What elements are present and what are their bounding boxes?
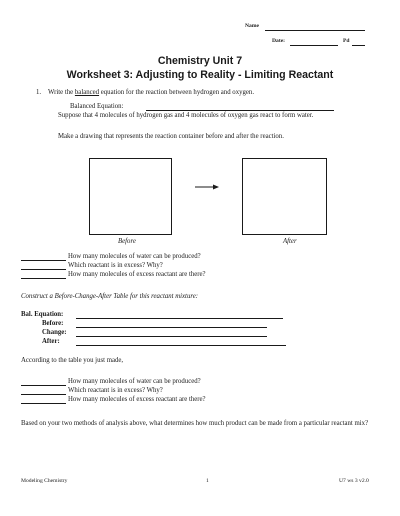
q-excess-reactant-2: Which reactant is in excess? Why?: [68, 387, 163, 394]
before-label: Before: [118, 238, 136, 245]
pd-label: Pd: [343, 38, 350, 44]
balanced-equation-field[interactable]: [146, 110, 334, 111]
q-excess-reactant-answer-2[interactable]: [21, 394, 66, 395]
q-excess-reactant-answer-1[interactable]: [21, 269, 66, 270]
q-excess-amount-1: How many molecules of excess reactant are there?: [68, 271, 206, 278]
q-water-produced-answer-2[interactable]: [21, 385, 66, 386]
name-field[interactable]: [265, 30, 365, 31]
q1-balanced-word: balanced: [74, 89, 100, 96]
title-worksheet: Worksheet 3: Adjusting to Reality - Limiting Reactant: [66, 69, 334, 81]
bca-before-label: Before:: [42, 320, 64, 327]
suppose-text: Suppose that 4 molecules of hydrogen gas and 4 molecules of oxygen gas react to form water.: [58, 112, 314, 119]
q-excess-amount-2: How many molecules of excess reactant are there?: [68, 396, 206, 403]
after-drawing-box[interactable]: [242, 158, 327, 235]
q1-number: 1.: [36, 89, 42, 96]
title-unit: Chemistry Unit 7: [157, 55, 243, 67]
bca-before-field[interactable]: [76, 327, 267, 328]
q-water-produced-answer-1[interactable]: [21, 260, 66, 261]
pd-field[interactable]: [352, 45, 365, 46]
bca-after-label: After:: [42, 338, 60, 345]
q-excess-amount-answer-2[interactable]: [21, 403, 66, 404]
bca-after-field[interactable]: [76, 345, 286, 346]
q-water-produced-2: How many molecules of water can be produced?: [68, 378, 201, 385]
final-question: Based on your two methods of analysis above, what determines how much product can be made from a particular reactant mix?: [21, 420, 369, 427]
footer-course: Modeling Chemistry: [21, 478, 68, 484]
q-excess-reactant-1: Which reactant is in excess? Why?: [68, 262, 163, 269]
reaction-arrow-icon: [194, 183, 220, 191]
footer-page-number: 1: [206, 478, 209, 484]
date-label: Date:: [272, 38, 286, 44]
q-water-produced-1: How many molecules of water can be produced?: [68, 253, 201, 260]
name-label: Name: [245, 23, 259, 29]
bca-equation-label: Bal. Equation:: [21, 311, 64, 318]
q1-prompt: Write the balanced equation for the reaction between hydrogen and oxygen.: [48, 89, 255, 96]
drawing-instructions: Make a drawing that represents the reaction container before and after the reaction.: [58, 133, 284, 140]
q-excess-amount-answer-1[interactable]: [21, 278, 66, 279]
according-text: According to the table you just made,: [21, 357, 124, 364]
balanced-equation-label: Balanced Equation:: [70, 103, 124, 110]
date-field[interactable]: [290, 45, 338, 46]
after-label: After: [283, 238, 297, 245]
bca-change-field[interactable]: [76, 336, 267, 337]
bca-change-label: Change:: [42, 329, 67, 336]
footer-version: U7 ws 3 v2.0: [339, 478, 369, 484]
bca-equation-field[interactable]: [76, 318, 283, 319]
before-drawing-box[interactable]: [89, 158, 172, 235]
bca-instruction: Construct a Before-Change-After Table for this reactant mixture:: [21, 293, 199, 300]
